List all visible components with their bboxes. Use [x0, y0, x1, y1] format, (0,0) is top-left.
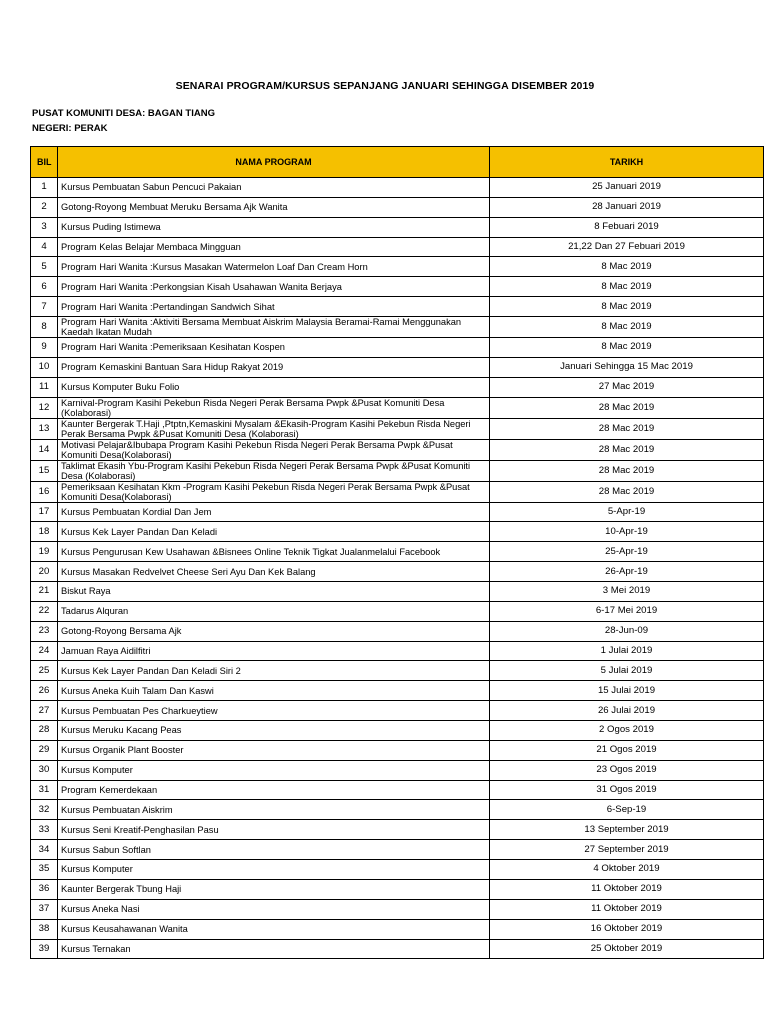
row-number: 13 — [31, 418, 58, 439]
program-name: Motivasi Pelajar&Ibubapa Program Kasihi Pekebun Risda Negeri Perak Bersama Pwpk &Pusat Komuniti Desa(Kolaborasi) — [58, 439, 490, 460]
program-name: Kursus Pembuatan Sabun Pencuci Pakaian — [58, 178, 490, 198]
program-date: 3 Mei 2019 — [490, 582, 764, 602]
table-row — [31, 377, 764, 397]
program-name: Gotong-Royong Bersama Ajk — [58, 621, 490, 641]
program-date: 21 Ogos 2019 — [490, 740, 764, 760]
table-row — [31, 840, 764, 860]
row-number: 23 — [31, 621, 58, 641]
program-date: 27 September 2019 — [490, 840, 764, 860]
pusat-komuniti-label: PUSAT KOMUNITI DESA: BAGAN TIANG — [32, 108, 215, 119]
table-row — [31, 277, 764, 297]
program-date: 1 Julai 2019 — [490, 641, 764, 661]
program-name: Kursus Organik Plant Booster — [58, 740, 490, 760]
program-date: 8 Febuari 2019 — [490, 217, 764, 237]
table-row — [31, 899, 764, 919]
program-date: 28 Mac 2019 — [490, 439, 764, 460]
program-date: 28 Mac 2019 — [490, 460, 764, 481]
program-date: 23 Ogos 2019 — [490, 760, 764, 780]
program-date: 8 Mac 2019 — [490, 317, 764, 338]
program-date: 5 Julai 2019 — [490, 661, 764, 681]
program-name: Kursus Aneka Nasi — [58, 899, 490, 919]
row-number: 4 — [31, 237, 58, 257]
program-name: Kursus Komputer — [58, 760, 490, 780]
row-number: 15 — [31, 460, 58, 481]
program-date: Januari Sehingga 15 Mac 2019 — [490, 357, 764, 377]
header-tarikh: TARIKH — [490, 147, 764, 178]
table-row — [31, 919, 764, 939]
header-nama-program: NAMA PROGRAM — [58, 147, 490, 178]
table-row — [31, 721, 764, 741]
row-number: 25 — [31, 661, 58, 681]
program-date: 28 Mac 2019 — [490, 397, 764, 418]
program-name: Karnival-Program Kasihi Pekebun Risda Negeri Perak Bersama Pwpk &Pusat Komuniti Desa (Kolaborasi) — [58, 397, 490, 418]
program-date: 27 Mac 2019 — [490, 377, 764, 397]
program-name: Kursus Sabun Softlan — [58, 840, 490, 860]
program-name: Jamuan Raya Aidilfitri — [58, 641, 490, 661]
program-name: Program Hari Wanita :Kursus Masakan Watermelon Loaf Dan Cream Horn — [58, 257, 490, 277]
row-number: 16 — [31, 481, 58, 502]
program-date: 11 Oktober 2019 — [490, 899, 764, 919]
row-number: 32 — [31, 800, 58, 820]
row-number: 2 — [31, 197, 58, 217]
row-number: 3 — [31, 217, 58, 237]
program-name: Program Kemerdekaan — [58, 780, 490, 800]
document-title: SENARAI PROGRAM/KURSUS SEPANJANG JANUARI SEHINGGA DISEMBER 2019 — [175, 80, 595, 92]
table-row — [31, 562, 764, 582]
table-row — [31, 297, 764, 317]
program-name: Program Hari Wanita :Pemeriksaan Kesihatan Kospen — [58, 338, 490, 358]
table-row — [31, 338, 764, 358]
program-name: Program Hari Wanita :Pertandingan Sandwich Sihat — [58, 297, 490, 317]
table-row — [31, 939, 764, 959]
row-number: 12 — [31, 397, 58, 418]
program-name: Kaunter Bergerak Tbung Haji — [58, 879, 490, 899]
program-date: 28 Mac 2019 — [490, 418, 764, 439]
program-name: Gotong-Royong Membuat Meruku Bersama Ajk Wanita — [58, 197, 490, 217]
program-date: 28 Mac 2019 — [490, 481, 764, 502]
program-name: Kursus Puding Istimewa — [58, 217, 490, 237]
program-name: Kursus Keusahawanan Wanita — [58, 919, 490, 939]
program-date: 25-Apr-19 — [490, 542, 764, 562]
program-name: Program Hari Wanita :Perkongsian Kisah Usahawan Wanita Berjaya — [58, 277, 490, 297]
program-date: 5-Apr-19 — [490, 502, 764, 522]
program-name: Kursus Kek Layer Pandan Dan Keladi Siri 2 — [58, 661, 490, 681]
program-date: 25 Januari 2019 — [490, 178, 764, 198]
negeri-label: NEGERI: PERAK — [32, 123, 108, 134]
row-number: 27 — [31, 701, 58, 721]
program-name: Kursus Pengurusan Kew Usahawan &Bisnees Online Teknik Tigkat Jualanmelalui Facebook — [58, 542, 490, 562]
table-row — [31, 460, 764, 481]
program-name: Kursus Aneka Kuih Talam Dan Kaswi — [58, 681, 490, 701]
program-date: 8 Mac 2019 — [490, 277, 764, 297]
row-number: 24 — [31, 641, 58, 661]
row-number: 5 — [31, 257, 58, 277]
program-table — [30, 146, 764, 959]
row-number: 14 — [31, 439, 58, 460]
row-number: 21 — [31, 582, 58, 602]
program-date: 13 September 2019 — [490, 820, 764, 840]
table-row — [31, 439, 764, 460]
program-date: 8 Mac 2019 — [490, 338, 764, 358]
table-row — [31, 879, 764, 899]
table-row — [31, 641, 764, 661]
table-row — [31, 481, 764, 502]
program-name: Kursus Meruku Kacang Peas — [58, 721, 490, 741]
program-name: Kursus Kek Layer Pandan Dan Keladi — [58, 522, 490, 542]
program-name: Kursus Masakan Redvelvet Cheese Seri Ayu Dan Kek Balang — [58, 562, 490, 582]
table-row — [31, 522, 764, 542]
program-name: Kursus Ternakan — [58, 939, 490, 959]
header-bil: BIL — [31, 147, 58, 178]
program-date: 10-Apr-19 — [490, 522, 764, 542]
program-name: Program Kelas Belajar Membaca Mingguan — [58, 237, 490, 257]
row-number: 34 — [31, 840, 58, 860]
row-number: 11 — [31, 377, 58, 397]
table-row — [31, 740, 764, 760]
program-date: 4 Oktober 2019 — [490, 860, 764, 880]
program-name: Kursus Komputer Buku Folio — [58, 377, 490, 397]
program-date: 28 Januari 2019 — [490, 197, 764, 217]
row-number: 30 — [31, 760, 58, 780]
row-number: 36 — [31, 879, 58, 899]
row-number: 35 — [31, 860, 58, 880]
row-number: 18 — [31, 522, 58, 542]
table-row — [31, 397, 764, 418]
program-name: Kursus Pembuatan Kordial Dan Jem — [58, 502, 490, 522]
table-row — [31, 621, 764, 641]
program-date: 8 Mac 2019 — [490, 297, 764, 317]
table-row — [31, 820, 764, 840]
program-name: Pemeriksaan Kesihatan Kkm -Program Kasihi Pekebun Risda Negeri Perak Bersama Pwpk &Pusat Komuniti Desa(Kolaborasi) — [58, 481, 490, 502]
table-header-row — [31, 147, 764, 178]
program-date: 16 Oktober 2019 — [490, 919, 764, 939]
program-date: 15 Julai 2019 — [490, 681, 764, 701]
row-number: 6 — [31, 277, 58, 297]
row-number: 8 — [31, 317, 58, 338]
program-name: Taklimat Ekasih Ybu-Program Kasihi Pekebun Risda Negeri Perak Bersama Pwpk &Pusat Komuniti Desa (Kolaborasi) — [58, 460, 490, 481]
row-number: 33 — [31, 820, 58, 840]
table-row — [31, 661, 764, 681]
program-name: Kursus Komputer — [58, 860, 490, 880]
table-row — [31, 197, 764, 217]
program-name: Kursus Pembuatan Aiskrim — [58, 800, 490, 820]
program-date: 6-17 Mei 2019 — [490, 601, 764, 621]
program-date: 21,22 Dan 27 Febuari 2019 — [490, 237, 764, 257]
row-number: 31 — [31, 780, 58, 800]
table-row — [31, 178, 764, 198]
table-row — [31, 681, 764, 701]
table-row — [31, 217, 764, 237]
row-number: 38 — [31, 919, 58, 939]
row-number: 37 — [31, 899, 58, 919]
program-date: 8 Mac 2019 — [490, 257, 764, 277]
program-name: Program Kemaskini Bantuan Sara Hidup Rakyat 2019 — [58, 357, 490, 377]
program-name: Kursus Pembuatan Pes Charkueytiew — [58, 701, 490, 721]
program-date: 2 Ogos 2019 — [490, 721, 764, 741]
table-row — [31, 701, 764, 721]
program-name: Tadarus Alquran — [58, 601, 490, 621]
program-name: Kursus Seni Kreatif-Penghasilan Pasu — [58, 820, 490, 840]
row-number: 9 — [31, 338, 58, 358]
program-date: 26 Julai 2019 — [490, 701, 764, 721]
row-number: 26 — [31, 681, 58, 701]
program-date: 31 Ogos 2019 — [490, 780, 764, 800]
row-number: 17 — [31, 502, 58, 522]
program-date: 6-Sep-19 — [490, 800, 764, 820]
table-row — [31, 237, 764, 257]
row-number: 10 — [31, 357, 58, 377]
row-number: 7 — [31, 297, 58, 317]
table-row — [31, 800, 764, 820]
table-row — [31, 357, 764, 377]
row-number: 1 — [31, 178, 58, 198]
program-date: 26-Apr-19 — [490, 562, 764, 582]
program-name: Kaunter Bergerak T.Haji ,Ptptn,Kemaskini Mysalam &Ekasih-Program Kasihi Pekebun Risda Negeri Perak Bersama Pwpk &Pusat Komuniti Desa (Kolaborasi) — [58, 418, 490, 439]
program-name: Program Hari Wanita :Aktiviti Bersama Membuat Aiskrim Malaysia Beramai-Ramai Menggunakan Kaedah Ikatan Mudah — [58, 317, 490, 338]
program-date: 25 Oktober 2019 — [490, 939, 764, 959]
program-date: 11 Oktober 2019 — [490, 879, 764, 899]
row-number: 29 — [31, 740, 58, 760]
table-row — [31, 502, 764, 522]
row-number: 20 — [31, 562, 58, 582]
program-date: 28-Jun-09 — [490, 621, 764, 641]
table-row — [31, 860, 764, 880]
table-row — [31, 418, 764, 439]
table-row — [31, 257, 764, 277]
program-name: Biskut Raya — [58, 582, 490, 602]
row-number: 19 — [31, 542, 58, 562]
table-row — [31, 317, 764, 338]
row-number: 39 — [31, 939, 58, 959]
row-number: 28 — [31, 721, 58, 741]
table-row — [31, 780, 764, 800]
table-row — [31, 542, 764, 562]
table-row — [31, 582, 764, 602]
table-row — [31, 601, 764, 621]
row-number: 22 — [31, 601, 58, 621]
table-row — [31, 760, 764, 780]
